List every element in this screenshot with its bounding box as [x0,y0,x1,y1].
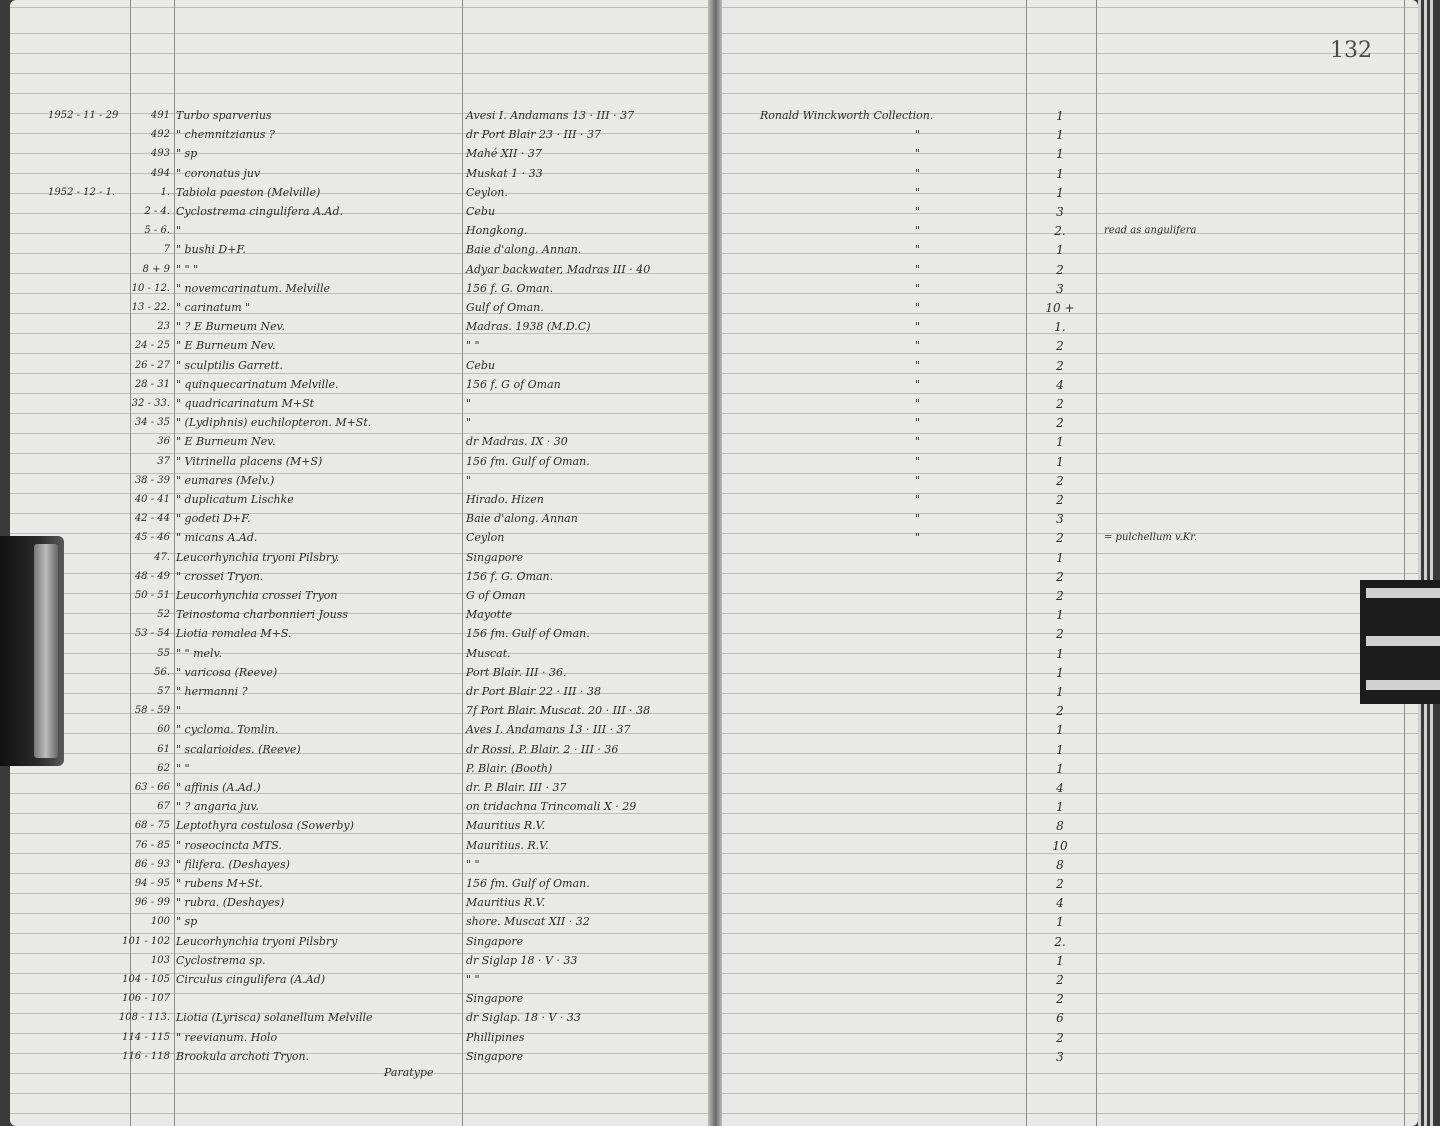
ditto-mark: " [914,359,920,372]
species-name: Leucorhynchia crossei Tryon [176,589,338,602]
locality: " " [466,339,480,352]
locality: Baie d'along. Annan. [466,243,582,256]
ditto-mark: " [914,263,920,276]
column-rule [462,0,463,1126]
catalogue-number: 53 - 54 [134,628,170,639]
column-rule [174,0,175,1126]
species-name: Teinostoma charbonnieri Jouss [176,608,348,621]
catalogue-number: 101 - 102 [122,936,170,947]
species-name: " sp [176,147,198,160]
page-number: 132 [1330,38,1372,63]
locality: dr Madras. IX · 30 [466,435,568,448]
specimen-count: 2 [1056,493,1064,507]
species-name: " (Lydiphnis) euchilopteron. M+St. [176,416,372,429]
specimen-count: 2 [1056,339,1064,353]
catalogue-number: 94 - 95 [134,878,170,889]
specimen-count: 2. [1054,935,1066,949]
locality: G of Oman [466,589,526,602]
locality: Avesi I. Andamans 13 · III · 37 [466,109,635,122]
species-name: " quinquecarinatum Melville. [176,378,339,391]
locality: Muskat 1 · 33 [466,167,543,180]
locality: Port Blair. III · 36. [466,666,567,679]
specimen-count: 2 [1056,397,1064,411]
ditto-mark: " [914,416,920,429]
catalogue-number: 67 [157,801,170,812]
ditto-mark: " [914,128,920,141]
species-name: " duplicatum Lischke [176,493,294,506]
catalogue-number: 36 [157,436,170,447]
specimen-count: 3 [1056,512,1064,526]
column-rule [1096,0,1097,1126]
specimen-count: 2 [1056,877,1064,891]
catalogue-number: 491 [150,110,170,121]
species-name: " " " [176,263,199,276]
ditto-mark: " [914,205,920,218]
catalogue-number: 5 - 6. [144,225,170,236]
locality: Baie d'along. Annan [466,512,578,525]
specimen-count: 2 [1056,531,1064,545]
species-name: " micans A.Ad. [176,531,258,544]
specimen-count: 1 [1056,147,1064,161]
locality: 156 f. G. Oman. [466,570,554,583]
catalogue-number: 10 - 12. [131,283,170,294]
catalogue-number: 26 - 27 [134,360,170,371]
species-name: " varicosa (Reeve) [176,666,278,679]
locality: Hirado. Hizen [466,493,544,506]
species-name: Tabiola paeston (Melville) [176,186,321,199]
catalogue-number: 47. [154,552,170,563]
catalogue-number: 8 + 9 [142,264,170,275]
ditto-mark: " [914,397,920,410]
ditto-mark: " [914,435,920,448]
species-name: " " melv. [176,647,222,660]
specimen-count: 1 [1056,435,1064,449]
species-name: " Vitrinella placens (M+S) [176,455,323,468]
species-name: " rubra. (Deshayes) [176,896,285,909]
catalogue-number: 104 - 105 [122,974,170,985]
ditto-mark: " [914,339,920,352]
ditto-mark: " [914,282,920,295]
collection-name: Ronald Winckworth Collection. [760,109,934,122]
locality: Mahé XII · 37 [466,147,542,160]
catalogue-number: 494 [150,168,170,179]
ditto-mark: " [914,243,920,256]
locality: Gulf of Oman. [466,301,544,314]
specimen-count: 1 [1056,666,1064,680]
locality: 156 fm. Gulf of Oman. [466,455,590,468]
catalogue-number: 492 [150,129,170,140]
locality: 156 fm. Gulf of Oman. [466,627,590,640]
page-edge [1418,0,1421,1126]
remark: = pulchellum v.Kr. [1104,532,1198,543]
species-name: " ? angaria juv. [176,800,259,813]
specimen-count: 1 [1056,551,1064,565]
catalogue-number: 114 - 115 [122,1032,170,1043]
catalogue-number: 37 [157,456,170,467]
species-name: " coronatus juv [176,167,261,180]
ditto-mark: " [914,455,920,468]
species-name: " reevianum. Holo [176,1031,278,1044]
catalogue-number: 493 [150,148,170,159]
specimen-count: 8 [1056,858,1064,872]
locality: Muscat. [466,647,511,660]
specimen-count: 3 [1056,205,1064,219]
catalogue-number: 13 - 22. [131,302,170,313]
ditto-mark: " [914,186,920,199]
ditto-mark: " [914,320,920,333]
locality: Mayotte [466,608,513,621]
locality: Cebu [466,359,496,372]
specimen-count: 1 [1056,915,1064,929]
species-name: Leucorhynchia tryoni Pilsbry [176,935,338,948]
specimen-count: 2 [1056,1031,1064,1045]
species-name: " chemnitzianus ? [176,128,275,141]
ditto-mark: " [914,531,920,544]
catalogue-number: 57 [157,686,170,697]
catalogue-number: 108 - 113. [118,1012,170,1023]
species-name: Liotia romalea M+S. [176,627,292,640]
specimen-count: 1 [1056,954,1064,968]
species-name: Circulus cingulifera (A.Ad) [176,973,326,986]
locality: 156 f. G of Oman [466,378,561,391]
column-rule [1026,0,1027,1126]
locality: 156 f. G. Oman. [466,282,554,295]
specimen-count: 1 [1056,167,1064,181]
species-name: " filifera. (Deshayes) [176,858,290,871]
specimen-count: 1 [1056,128,1064,142]
species-name: Brookula archoti Tryon. [176,1050,310,1063]
catalogue-number: 56. [154,667,170,678]
locality: " [466,416,472,429]
locality: Hongkong. [466,224,528,237]
species-name: Leucorhynchia tryoni Pilsbry. [176,551,340,564]
specimen-count: 10 + [1045,301,1075,315]
species-name: Cyclostrema sp. [176,954,266,967]
specimen-count: 8 [1056,819,1064,833]
ditto-mark: " [914,378,920,391]
specimen-count: 10 [1052,839,1068,853]
ditto-mark: " [914,474,920,487]
specimen-count: 1 [1056,743,1064,757]
page-edge [1430,0,1433,1126]
locality: Adyar backwater, Madras III · 40 [466,263,651,276]
catalogue-number: 24 - 25 [134,340,170,351]
specimen-count: 1 [1056,243,1064,257]
locality: " " [466,973,480,986]
specimen-count: 2 [1056,992,1064,1006]
specimen-count: 4 [1056,781,1064,795]
species-name: " cycloma. Tomlin. [176,723,279,736]
binder-clip-left [0,536,64,766]
locality: Madras. 1938 (M.D.C) [466,320,591,333]
specimen-count: 6 [1056,1011,1064,1025]
locality: dr. P. Blair. III · 37 [466,781,567,794]
locality: Aves I. Andamans 13 · III · 37 [466,723,631,736]
catalogue-number: 38 - 39 [134,475,170,486]
catalogue-number: 103 [150,955,170,966]
locality: " " [466,858,480,871]
locality: Phillipines [466,1031,525,1044]
catalogue-number: 7 [163,244,170,255]
species-name: " sp [176,915,198,928]
catalogue-number: 1. [160,187,170,198]
species-name: " roseocincta MTS. [176,839,282,852]
catalogue-number: 106 - 107 [122,993,170,1004]
catalogue-number: 40 - 41 [134,494,170,505]
ditto-mark: " [914,224,920,237]
specimen-count: 3 [1056,282,1064,296]
species-name: Leptothyra costulosa (Sowerby) [176,819,354,832]
species-name: " affinis (A.Ad.) [176,781,261,794]
ditto-mark: " [914,167,920,180]
specimen-count: 1 [1056,762,1064,776]
locality: " [466,474,472,487]
species-name: " bushi D+F. [176,243,246,256]
species-name: " [176,704,182,717]
locality: shore. Muscat XII · 32 [466,915,590,928]
specimen-count: 2 [1056,474,1064,488]
specimen-count: 2. [1054,224,1066,238]
entry-date: 1952 - 12 - 1. [48,187,116,198]
ditto-mark: " [914,512,920,525]
locality: dr Port Blair 22 · III · 38 [466,685,601,698]
specimen-count: 1 [1056,800,1064,814]
specimen-count: 1 [1056,608,1064,622]
locality: on tridachna Trincomali X · 29 [466,800,637,813]
catalogue-number: 96 - 99 [134,897,170,908]
specimen-count: 1 [1056,455,1064,469]
specimen-count: 3 [1056,1050,1064,1064]
specimen-count: 4 [1056,378,1064,392]
specimen-count: 1 [1056,186,1064,200]
species-name: Liotia (Lyrisca) solanellum Melville [176,1011,373,1024]
specimen-count: 4 [1056,896,1064,910]
species-name: " scalarioides. (Reeve) [176,743,301,756]
species-name: " " [176,762,190,775]
catalogue-number: 2 - 4. [144,206,170,217]
catalogue-number: 28 - 31 [134,379,170,390]
locality: Ceylon [466,531,505,544]
locality: P. Blair. (Booth) [466,762,553,775]
catalogue-number: 62 [157,763,170,774]
book-gutter [708,0,722,1126]
species-name: " E Burneum Nev. [176,339,276,352]
catalogue-number: 86 - 93 [134,859,170,870]
locality: 7f Port Blair. Muscat. 20 · III · 38 [466,704,651,717]
catalogue-number: 52 [157,609,170,620]
binder-clip-right [1360,580,1440,704]
catalogue-number: 76 - 85 [134,840,170,851]
catalogue-number: 60 [157,724,170,735]
specimen-count: 2 [1056,570,1064,584]
locality: 156 fm. Gulf of Oman. [466,877,590,890]
catalogue-number: 100 [150,916,170,927]
catalogue-number: 63 - 66 [134,782,170,793]
specimen-count: 1. [1054,320,1066,334]
catalogue-number: 58 - 59 [134,705,170,716]
catalogue-number: 55 [157,648,170,659]
species-name: " novemcarinatum. Melville [176,282,331,295]
specimen-count: 1 [1056,723,1064,737]
specimen-count: 1 [1056,647,1064,661]
species-name: Turbo sparverius [176,109,272,122]
ditto-mark: " [914,493,920,506]
locality: " [466,397,472,410]
ditto-mark: " [914,147,920,160]
species-name: " crossei Tryon. [176,570,264,583]
species-name: " ? E Burneum Nev. [176,320,286,333]
paratype-note: Paratype [384,1066,434,1079]
species-name: " quadricarinatum M+St [176,397,315,410]
specimen-count: 2 [1056,359,1064,373]
locality: Mauritius. R.V. [466,839,549,852]
catalogue-number: 68 - 75 [134,820,170,831]
locality: Mauritius R.V. [466,819,546,832]
catalogue-number: 45 - 46 [134,532,170,543]
catalogue-number: 42 - 44 [134,513,170,524]
locality: Singapore [466,1050,524,1063]
specimen-count: 2 [1056,589,1064,603]
catalogue-number: 23 [157,321,170,332]
locality: dr Port Blair 23 · III · 37 [466,128,601,141]
species-name: " godeti D+F. [176,512,251,525]
species-name: " sculptilis Garrett. [176,359,283,372]
locality: Singapore [466,992,524,1005]
locality: Ceylon. [466,186,508,199]
species-name: " hermanni ? [176,685,248,698]
species-name: " eumares (Melv.) [176,474,275,487]
specimen-count: 2 [1056,704,1064,718]
catalogue-number: 50 - 51 [134,590,170,601]
specimen-count: 2 [1056,627,1064,641]
specimen-count: 1 [1056,109,1064,123]
catalogue-number: 34 - 35 [134,417,170,428]
column-rule [1404,0,1405,1126]
species-name: Cyclostrema cingulifera A.Ad. [176,205,343,218]
locality: dr Rossi. P. Blair. 2 · III · 36 [466,743,619,756]
ditto-mark: " [914,301,920,314]
catalogue-number: 116 - 118 [122,1051,170,1062]
locality: Singapore [466,935,524,948]
locality: Cebu [466,205,496,218]
species-name: " [176,224,182,237]
locality: dr Siglap. 18 · V · 33 [466,1011,581,1024]
species-name: " rubens M+St. [176,877,263,890]
specimen-count: 2 [1056,973,1064,987]
specimen-count: 2 [1056,416,1064,430]
locality: Singapore [466,551,524,564]
catalogue-number: 61 [157,744,170,755]
locality: Mauritius R.V. [466,896,546,909]
remark: read as angulifera [1104,225,1197,236]
catalogue-number: 48 - 49 [134,571,170,582]
species-name: " E Burneum Nev. [176,435,276,448]
species-name: " carinatum " [176,301,251,314]
locality: dr Siglap 18 · V · 33 [466,954,578,967]
entry-date: 1952 - 11 - 29 [48,110,119,121]
page-edge [1424,0,1427,1126]
catalogue-number: 32 - 33. [131,398,170,409]
specimen-count: 1 [1056,685,1064,699]
specimen-count: 2 [1056,263,1064,277]
